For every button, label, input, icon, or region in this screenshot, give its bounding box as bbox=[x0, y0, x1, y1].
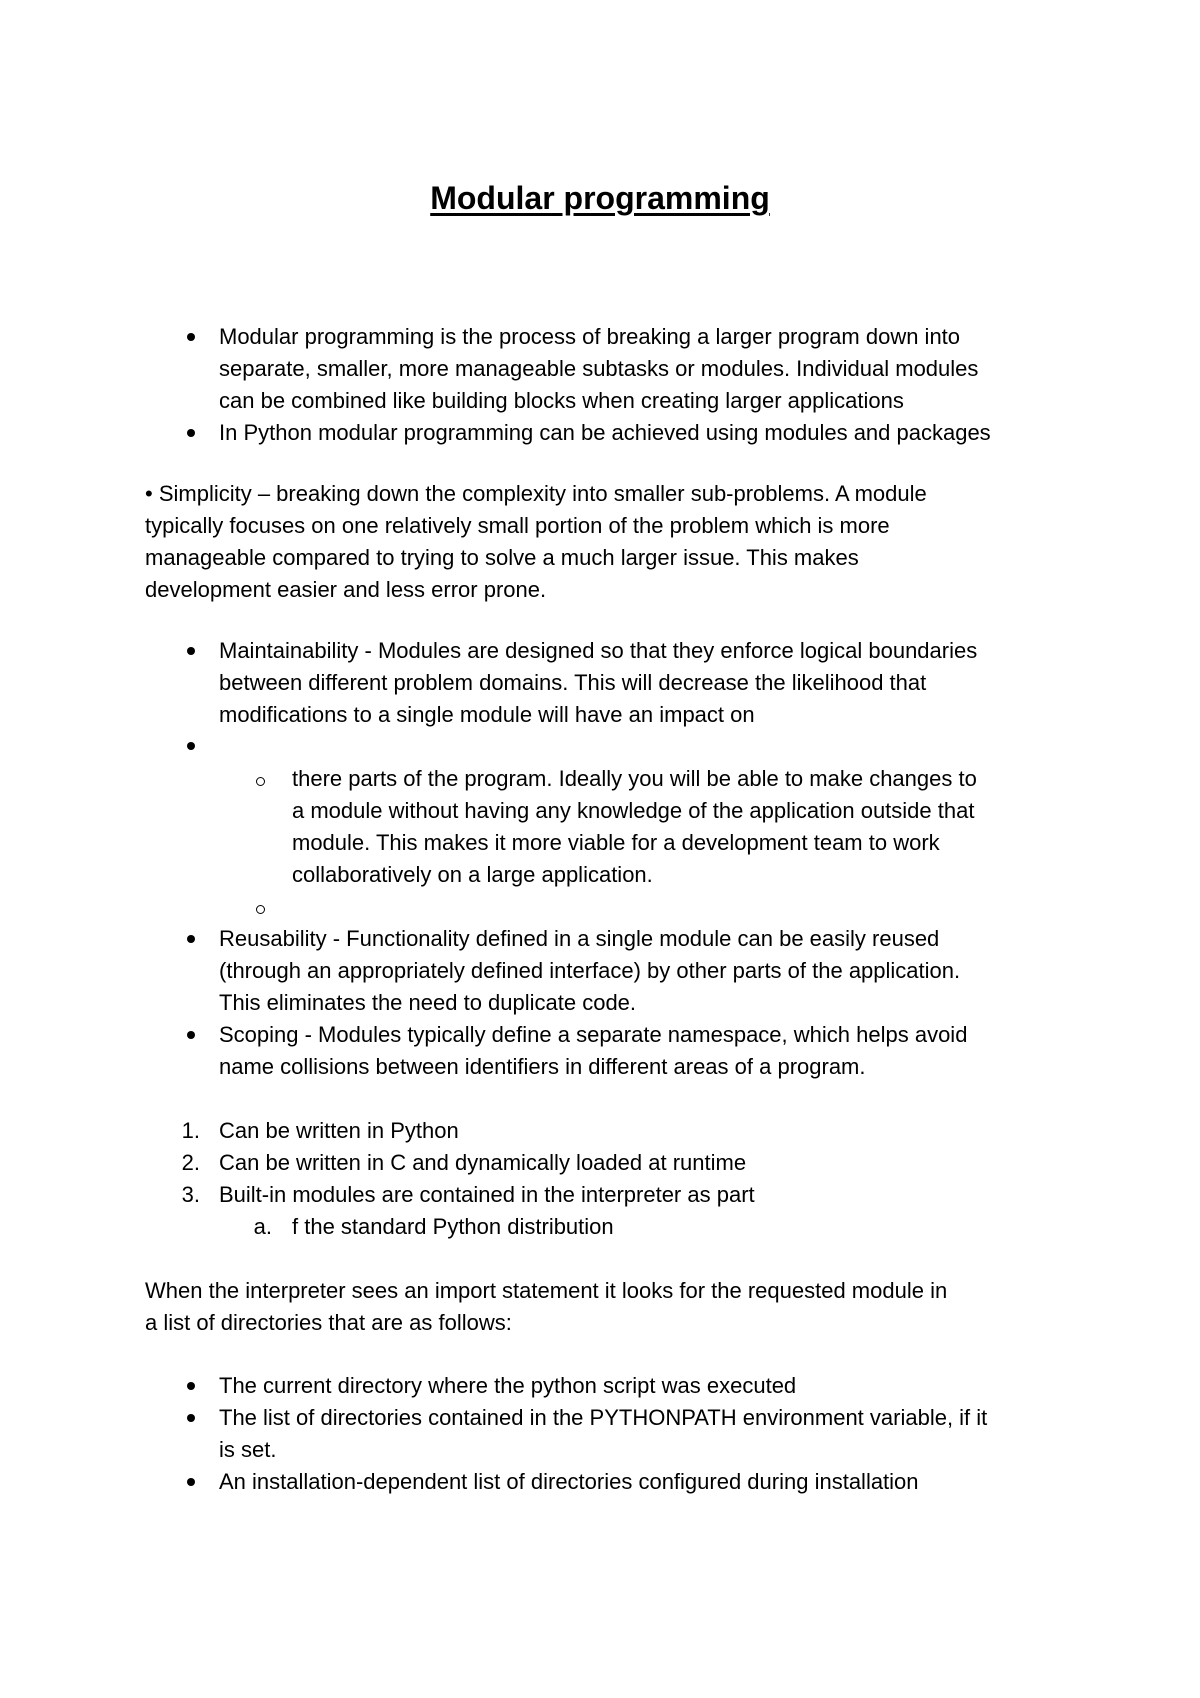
text-line: Modular programming is the process of breaking a larger program down into bbox=[219, 324, 961, 349]
bullet-dot bbox=[187, 1382, 195, 1390]
bullet-dot bbox=[187, 1414, 195, 1422]
list-item-text: f the standard Python distribution bbox=[292, 1214, 614, 1239]
text-line: (through an appropriately defined interface) by other parts of the application. bbox=[219, 958, 961, 983]
text-line: a list of directories that are as follows: bbox=[145, 1310, 512, 1335]
page-title: Modular programming bbox=[430, 180, 770, 216]
text-line: Reusability - Functionality defined in a single module can be easily reused bbox=[219, 926, 940, 951]
bullet-dot bbox=[187, 647, 195, 655]
bullet-dot bbox=[187, 742, 195, 750]
text-line: collaboratively on a large application. bbox=[292, 862, 653, 887]
list-number: 3. bbox=[181, 1182, 200, 1207]
text-line: This eliminates the need to duplicate code. bbox=[219, 990, 637, 1015]
text-line: name collisions between identifiers in different areas of a program. bbox=[219, 1054, 866, 1079]
text-line: The list of directories contained in the PYTHONPATH environment variable, if it bbox=[219, 1405, 988, 1430]
text-line: separate, smaller, more manageable subtasks or modules. Individual modules bbox=[219, 356, 979, 381]
text-line: An installation-dependent list of directories configured during installation bbox=[219, 1469, 919, 1494]
text-line: a module without having any knowledge of the application outside that bbox=[292, 798, 975, 823]
bullet-dot bbox=[187, 429, 195, 437]
text-line: In Python modular programming can be achieved using modules and packages bbox=[219, 420, 991, 445]
text-line: The current directory where the python script was executed bbox=[219, 1373, 797, 1398]
bullet-dot bbox=[187, 1478, 195, 1486]
bullet-dot bbox=[187, 333, 195, 341]
list-number: 2. bbox=[181, 1150, 200, 1175]
text-line: between different problem domains. This will decrease the likelihood that bbox=[219, 670, 927, 695]
text-line: Scoping - Modules typically define a separate namespace, which helps avoid bbox=[219, 1022, 968, 1047]
text-line: manageable compared to trying to solve a much larger issue. This makes bbox=[145, 545, 859, 570]
text-line: is set. bbox=[219, 1437, 277, 1462]
text-line: When the interpreter sees an import statement it looks for the requested module in bbox=[145, 1278, 948, 1303]
text-line: typically focuses on one relatively small portion of the problem which is more bbox=[145, 513, 890, 538]
text-line: can be combined like building blocks when creating larger applications bbox=[219, 388, 904, 413]
text-line: Maintainability - Modules are designed so that they enforce logical boundaries bbox=[219, 638, 978, 663]
sub-bullet-circle bbox=[256, 777, 265, 786]
text-line: modifications to a single module will have an impact on bbox=[219, 702, 755, 727]
text-line: development easier and less error prone. bbox=[145, 577, 547, 602]
list-item-text: Can be written in C and dynamically loaded at runtime bbox=[219, 1150, 747, 1175]
text-line: there parts of the program. Ideally you will be able to make changes to bbox=[292, 766, 977, 791]
list-item-text: Can be written in Python bbox=[219, 1118, 459, 1143]
list-number: 1. bbox=[181, 1118, 200, 1143]
list-item-text: Built-in modules are contained in the interpreter as part bbox=[219, 1182, 755, 1207]
text-line: module. This makes it more viable for a development team to work bbox=[292, 830, 940, 855]
bullet-dot bbox=[187, 1031, 195, 1039]
sub-bullet-circle bbox=[256, 905, 265, 914]
text-line: • Simplicity – breaking down the complexity into smaller sub-problems. A module bbox=[145, 481, 927, 506]
list-letter: a. bbox=[253, 1214, 272, 1239]
bullet-dot bbox=[187, 935, 195, 943]
